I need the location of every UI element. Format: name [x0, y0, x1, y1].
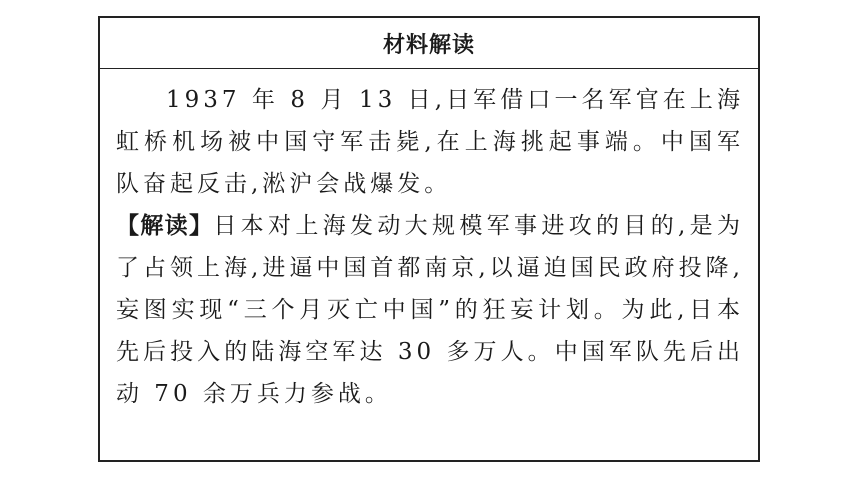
interpretation-text: 日本对上海发动大规模军事进攻的目的,是为了占领上海,进逼中国首都南京,以逼迫国民政府投降,妄图实现“三个月灭亡中国”的狂妄计划。为此,日本先后投入的陆海空军达 30 多万人。中国军队先后出动 70 余万兵力参战。: [116, 213, 745, 407]
interpretation-tag: 【解读】: [116, 213, 214, 239]
material-box: [98, 16, 760, 462]
material-paragraph: 1937 年 8 月 13 日,日军借口一名军官在上海虹桥机场被中国守军击毙,在上海挑起事端。中国军队奋起反击,淞沪会战爆发。: [116, 87, 744, 197]
material-box-header: [100, 18, 758, 69]
material-box-body: [100, 69, 758, 415]
material-box-title: 材料解读: [382, 32, 475, 58]
interpretation-paragraph: [116, 205, 744, 415]
